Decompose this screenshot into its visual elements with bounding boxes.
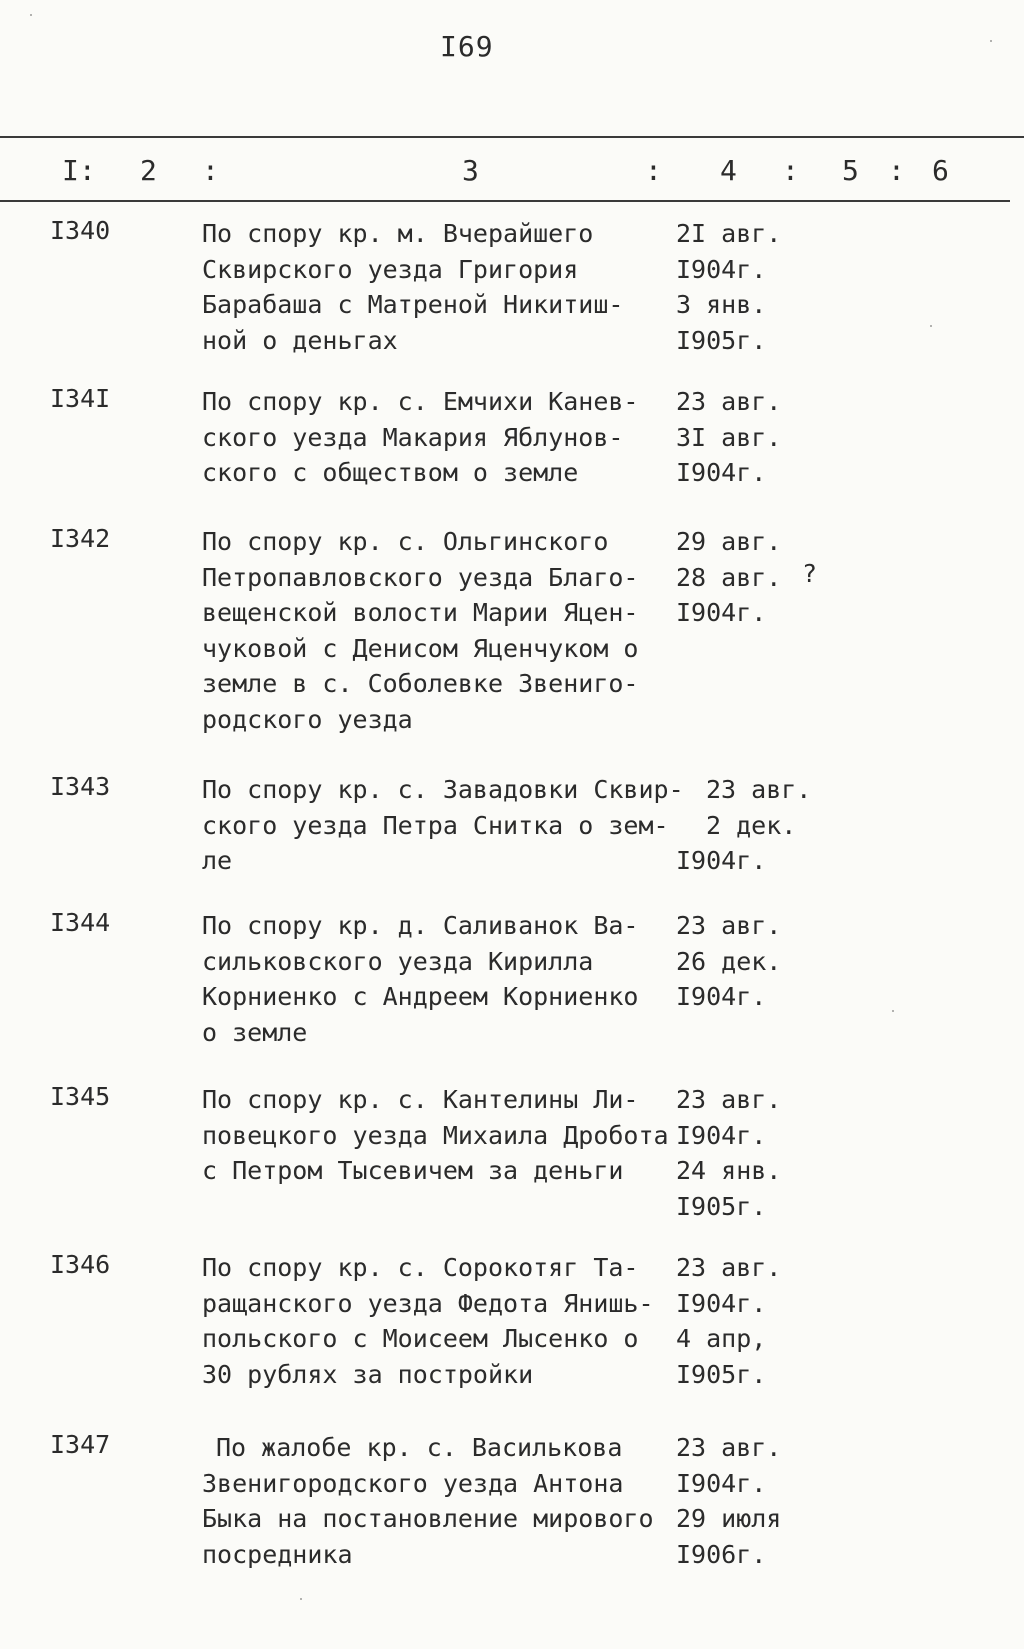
case-number: I34I	[50, 384, 111, 413]
case-description	[202, 524, 662, 737]
description-line: ной о деньгах	[202, 325, 398, 355]
case-number: I343	[50, 772, 111, 801]
case-dates	[676, 1250, 826, 1392]
paper-speck	[990, 40, 992, 42]
date-line: I904г.	[676, 982, 767, 1011]
case-number: I345	[50, 1082, 111, 1111]
column-separator: :	[782, 154, 799, 187]
column-header-2: 2	[140, 154, 157, 187]
date-line: 23 авг.	[676, 1433, 782, 1462]
case-dates	[676, 908, 826, 1015]
description-line: По жалобе кр. с. Василькова	[216, 1433, 623, 1462]
paper-speck	[930, 325, 932, 327]
date-line: I904г.	[676, 1468, 767, 1498]
date-line: 2 дек.	[706, 810, 797, 840]
date-line: 23 авг.	[676, 911, 782, 940]
description-line: сильковского уезда Кирилла	[202, 946, 594, 976]
description-line: чуковой с Денисом Яценчуком о	[202, 633, 639, 663]
description-line: Петропавловского уезда Благо-	[202, 562, 639, 592]
date-line: I904г.	[676, 1120, 767, 1150]
case-description	[202, 1082, 669, 1189]
description-line: Корниенко с Андреем Корниенко	[202, 982, 639, 1011]
case-number: I340	[50, 216, 111, 245]
description-line: Сквирского уезда Григория	[202, 254, 579, 284]
date-line: I906г.	[676, 1539, 767, 1569]
case-dates	[676, 1082, 826, 1224]
column-header-5: 5	[842, 154, 859, 187]
date-line: I904г.	[676, 1288, 767, 1318]
header-bottom-rule	[0, 200, 1010, 202]
date-line: 3 янв.	[676, 290, 767, 319]
date-line: 23 авг.	[706, 775, 812, 804]
question-mark: ?	[802, 559, 818, 588]
case-description	[202, 1430, 662, 1572]
paper-speck	[30, 14, 32, 16]
description-line: ского уезда Петра Снитка о зем-	[202, 810, 669, 840]
column-header-6: 6	[932, 154, 949, 187]
case-description	[202, 772, 684, 879]
date-line: 26 дек.	[676, 946, 782, 976]
description-line: По спору кр. с. Сорокотяг Та-	[202, 1253, 639, 1282]
description-line: польского с Моисеем Лысенко о	[202, 1324, 639, 1353]
description-line: ского с обществом о земле	[202, 458, 579, 487]
description-line: По спору кр. м. Вчерайшего	[202, 219, 594, 248]
case-number: I347	[50, 1430, 111, 1459]
case-number: I346	[50, 1250, 111, 1279]
description-line: о земле	[202, 1017, 308, 1047]
description-line: посредника	[202, 1539, 353, 1569]
date-line: 3I авг.	[676, 422, 782, 452]
column-header-3: 3	[462, 154, 479, 187]
description-line: с Петром Тысевичем за деньги	[202, 1156, 624, 1185]
description-line: ле	[202, 846, 233, 875]
description-line: вещенской волости Марии Яцен-	[202, 598, 639, 627]
date-line: 28 авг.	[676, 562, 782, 592]
column-header-1: I:	[62, 154, 96, 187]
date-line: I905г.	[676, 325, 767, 355]
description-line: родского уезда	[202, 704, 413, 734]
column-separator: :	[888, 154, 905, 187]
date-line: 2I авг.	[676, 219, 782, 248]
description-line: По спору кр. с. Ольгинского	[202, 527, 609, 556]
description-line: По спору кр. с. Емчихи Канев-	[202, 387, 639, 416]
column-separator: :	[645, 154, 662, 187]
date-line: I904г.	[676, 846, 767, 875]
column-separator: :	[202, 154, 219, 187]
description-line: ского уезда Макария Яблунов-	[202, 422, 624, 452]
date-line: 23 авг.	[676, 387, 782, 416]
case-dates	[676, 772, 856, 879]
date-line: 29 авг.	[676, 527, 782, 556]
date-line: 23 авг.	[676, 1253, 782, 1282]
description-line: По спору кр. с. Завадовки Сквир-	[202, 775, 684, 804]
case-number: I342	[50, 524, 111, 553]
date-line: 24 янв.	[676, 1156, 782, 1185]
date-line: I905г.	[676, 1191, 767, 1221]
date-line: I904г.	[676, 598, 767, 627]
date-line: 23 авг.	[676, 1085, 782, 1114]
case-description	[202, 908, 662, 1050]
page-number: I69	[440, 30, 494, 63]
date-line: I904г.	[676, 458, 767, 487]
description-line: Звенигородского уезда Антона	[202, 1468, 624, 1498]
case-dates	[676, 1430, 826, 1572]
paper-speck	[892, 1010, 894, 1012]
case-dates	[676, 216, 826, 358]
date-line: 4 апр,	[676, 1324, 767, 1353]
case-number: I344	[50, 908, 111, 937]
case-dates	[676, 384, 826, 491]
description-line: земле в с. Соболевке Звениго-	[202, 669, 639, 698]
description-line: Барабаша с Матреной Никитиш-	[202, 290, 624, 319]
case-description	[202, 384, 662, 491]
top-rule	[0, 136, 1024, 138]
date-line: I905г.	[676, 1359, 767, 1389]
paper-speck	[300, 1598, 302, 1600]
description-line: ращанского уезда Федота Янишь-	[202, 1288, 654, 1318]
description-line: По спору кр. с. Кантелины Ли-	[202, 1085, 639, 1114]
column-header-4: 4	[720, 154, 737, 187]
description-line: повецкого уезда Михаила Дробота	[202, 1120, 669, 1150]
description-line: По спору кр. д. Саливанок Ва-	[202, 911, 639, 940]
description-line: Быка на постановление мирового	[202, 1504, 654, 1533]
case-description	[202, 1250, 662, 1392]
date-line: I904г.	[676, 254, 767, 284]
description-line: 30 рублях за постройки	[202, 1359, 534, 1389]
case-description	[202, 216, 662, 358]
date-line: 29 июля	[676, 1504, 782, 1533]
